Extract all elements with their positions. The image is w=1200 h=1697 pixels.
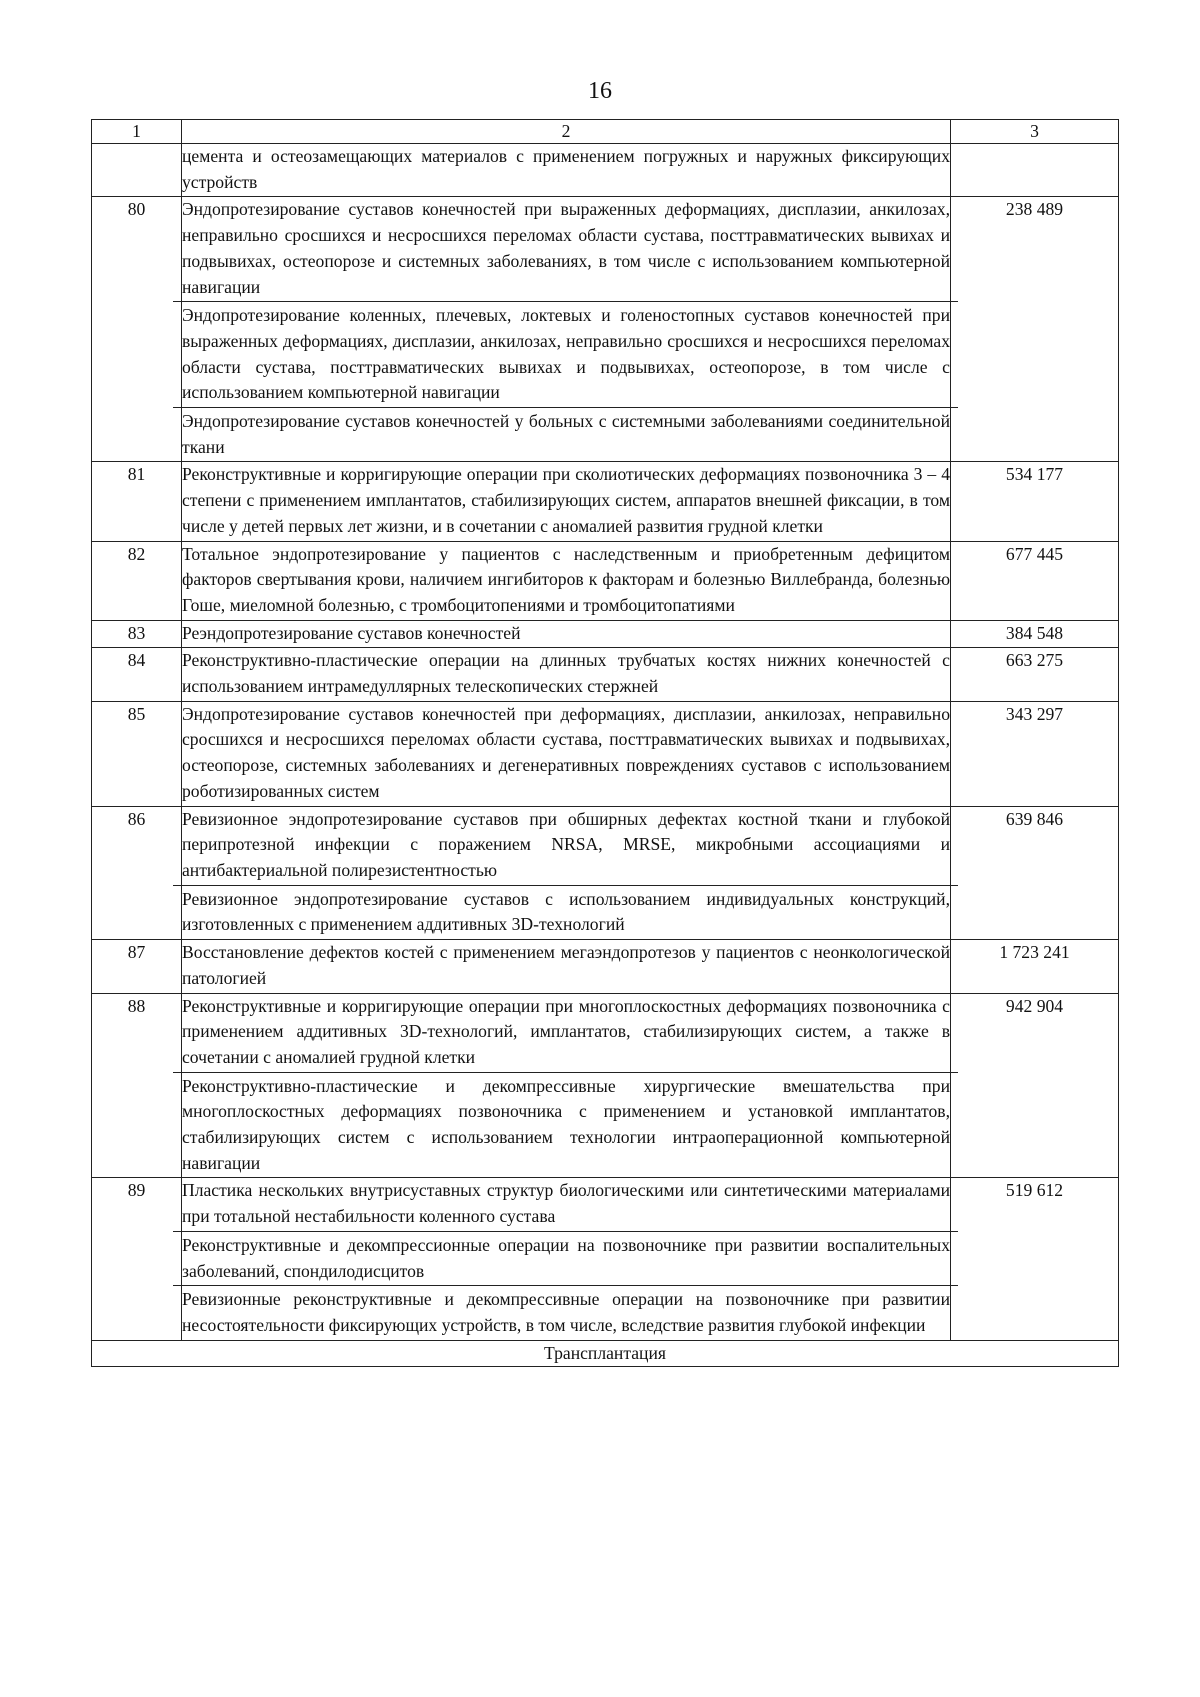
procedure-description: Реконструктивно-пластические и декомпрессивные хирургические вмешательства при многоплоскостных деформациях позвоночника с применением и установкой имплантатов, стабилизирующих систем с использованием технологии интраоперационной компьютерной навигации [173,1072,958,1178]
row-number [92,144,182,197]
row-description [182,806,951,940]
row-description [182,462,951,541]
row-price: 663 275 [951,648,1119,701]
row-price: 1 723 241 [951,940,1119,993]
procedure-description: Реконструктивные и декомпрессионные операции на позвоночнике при развитии воспалительных заболеваний, спондилодисцитов [173,1231,958,1285]
row-description [182,701,951,806]
row-price: 519 612 [951,1178,1119,1340]
table-row [92,648,1119,701]
row-number: 81 [92,462,182,541]
column-header-description: 2 [182,120,951,144]
procedure-description: Эндопротезирование суставов конечностей при выраженных деформациях, дисплазии, анкилозах, неправильно сросшихся и несросшихся переломах области сустава, посттравматических вывихах и подвывихах, остеопорозе и системных заболеваниях, в том числе с использованием компьютерной навигации [182,199,950,297]
row-description [182,940,951,993]
row-price: 942 904 [951,993,1119,1178]
table-row [92,462,1119,541]
procedure-description: Пластика нескольких внутрисуставных структур биологическими или синтетическими материалами при тотальной нестабильности коленного сустава [182,1180,950,1227]
row-number: 82 [92,541,182,620]
table-row [92,144,1119,197]
column-header-number: 1 [92,120,182,144]
row-price: 639 846 [951,806,1119,940]
procedure-description: Реконструктивные и корригирующие операции при сколиотических деформациях позвоночника 3 – 4 степени с применением имплантатов, стабилизирующих систем, аппаратов внешней фиксации, в том числе у детей первых лет жизни, и в сочетании с аномалией развития грудной клетки [182,464,950,536]
row-description [182,541,951,620]
page-number: 16 [588,78,612,104]
table-row [92,197,1119,462]
row-description [182,648,951,701]
table-header-row [92,120,1119,144]
table-row [92,541,1119,620]
row-number: 84 [92,648,182,701]
procedure-description: Реэндопротезирование суставов конечностей [182,622,521,643]
procedure-description: Эндопротезирование суставов конечностей при деформациях, дисплазии, анкилозах, неправильно сросшихся и несросшихся переломах области сустава, посттравматических вывихах и подвывихах, остеопорозе, системных заболеваниях и дегенеративных повреждениях суставов с использованием роботизированных систем [182,703,950,801]
procedure-description: Тотальное эндопротезирование у пациентов с наследственным и приобретенным дефицитом факторов свертывания крови, наличием ингибиторов к факторам и болезнью Виллебранда, болезнью Гоше, миеломной болезнью, с тромбоцитопениями и тромбоцитопатиями [182,543,950,615]
row-description [182,144,951,197]
row-price: 384 548 [951,620,1119,648]
row-price [951,144,1119,197]
procedure-description: Восстановление дефектов костей с применением мегаэндопротезов у пациентов с неонкологической патологией [182,942,950,988]
row-number: 87 [92,940,182,993]
row-price: 677 445 [951,541,1119,620]
row-number: 86 [92,806,182,940]
tariff-table [91,119,1119,1367]
table-row [92,701,1119,806]
table-body [92,144,1119,1341]
procedure-description: цемента и остеозамещающих материалов с применением погружных и наружных фиксирующих устройств [182,146,950,192]
row-description [182,993,951,1178]
row-price: 343 297 [951,701,1119,806]
procedure-description: Ревизионные реконструктивные и декомпрессивные операции на позвоночнике при развитии несостоятельности фиксирующих устройств, в том числе, вследствие развития глубокой инфекции [173,1285,958,1339]
row-number: 89 [92,1178,182,1340]
procedure-description: Реконструктивные и корригирующие операции при многоплоскостных деформациях позвоночника с применением аддитивных 3D-технологий, имплантатов, стабилизирующих систем, а также в сочетании с аномалией грудной клетки [182,995,950,1067]
table-row [92,620,1119,648]
row-description [182,1178,951,1340]
table-row [92,1178,1119,1340]
row-number: 85 [92,701,182,806]
table-row [92,993,1119,1178]
procedure-description: Ревизионное эндопротезирование суставов с использованием индивидуальных конструкций, изготовленных с применением аддитивных 3D-технологий [173,885,958,939]
row-description [182,197,951,462]
procedure-description: Эндопротезирование коленных, плечевых, локтевых и голеностопных суставов конечностей при выраженных деформациях, дисплазии, анкилозах, неправильно сросшихся и несросшихся переломах области сустава, посттравматических вывихах и подвывихах, остеопорозе, в том числе с использованием компьютерной навигации [173,301,958,407]
table-row [92,940,1119,993]
column-header-price: 3 [951,120,1119,144]
section-row [92,1340,1119,1366]
row-number: 80 [92,197,182,462]
row-price: 238 489 [951,197,1119,462]
section-title: Трансплантация [92,1340,1119,1366]
row-number: 83 [92,620,182,648]
procedure-description: Эндопротезирование суставов конечностей у больных с системными заболеваниями соединительной ткани [173,407,958,461]
table-row [92,806,1119,940]
row-price: 534 177 [951,462,1119,541]
row-description [182,620,951,648]
procedure-description: Ревизионное эндопротезирование суставов при обширных дефектах костной ткани и глубокой перипротезной инфекции с поражением NRSA, MRSE, микробными ассоциациями и антибактериальной полирезистентностью [182,808,950,880]
procedure-description: Реконструктивно-пластические операции на длинных трубчатых костях нижних конечностей с использованием интрамедуллярных телескопических стержней [182,650,950,697]
row-number: 88 [92,993,182,1178]
